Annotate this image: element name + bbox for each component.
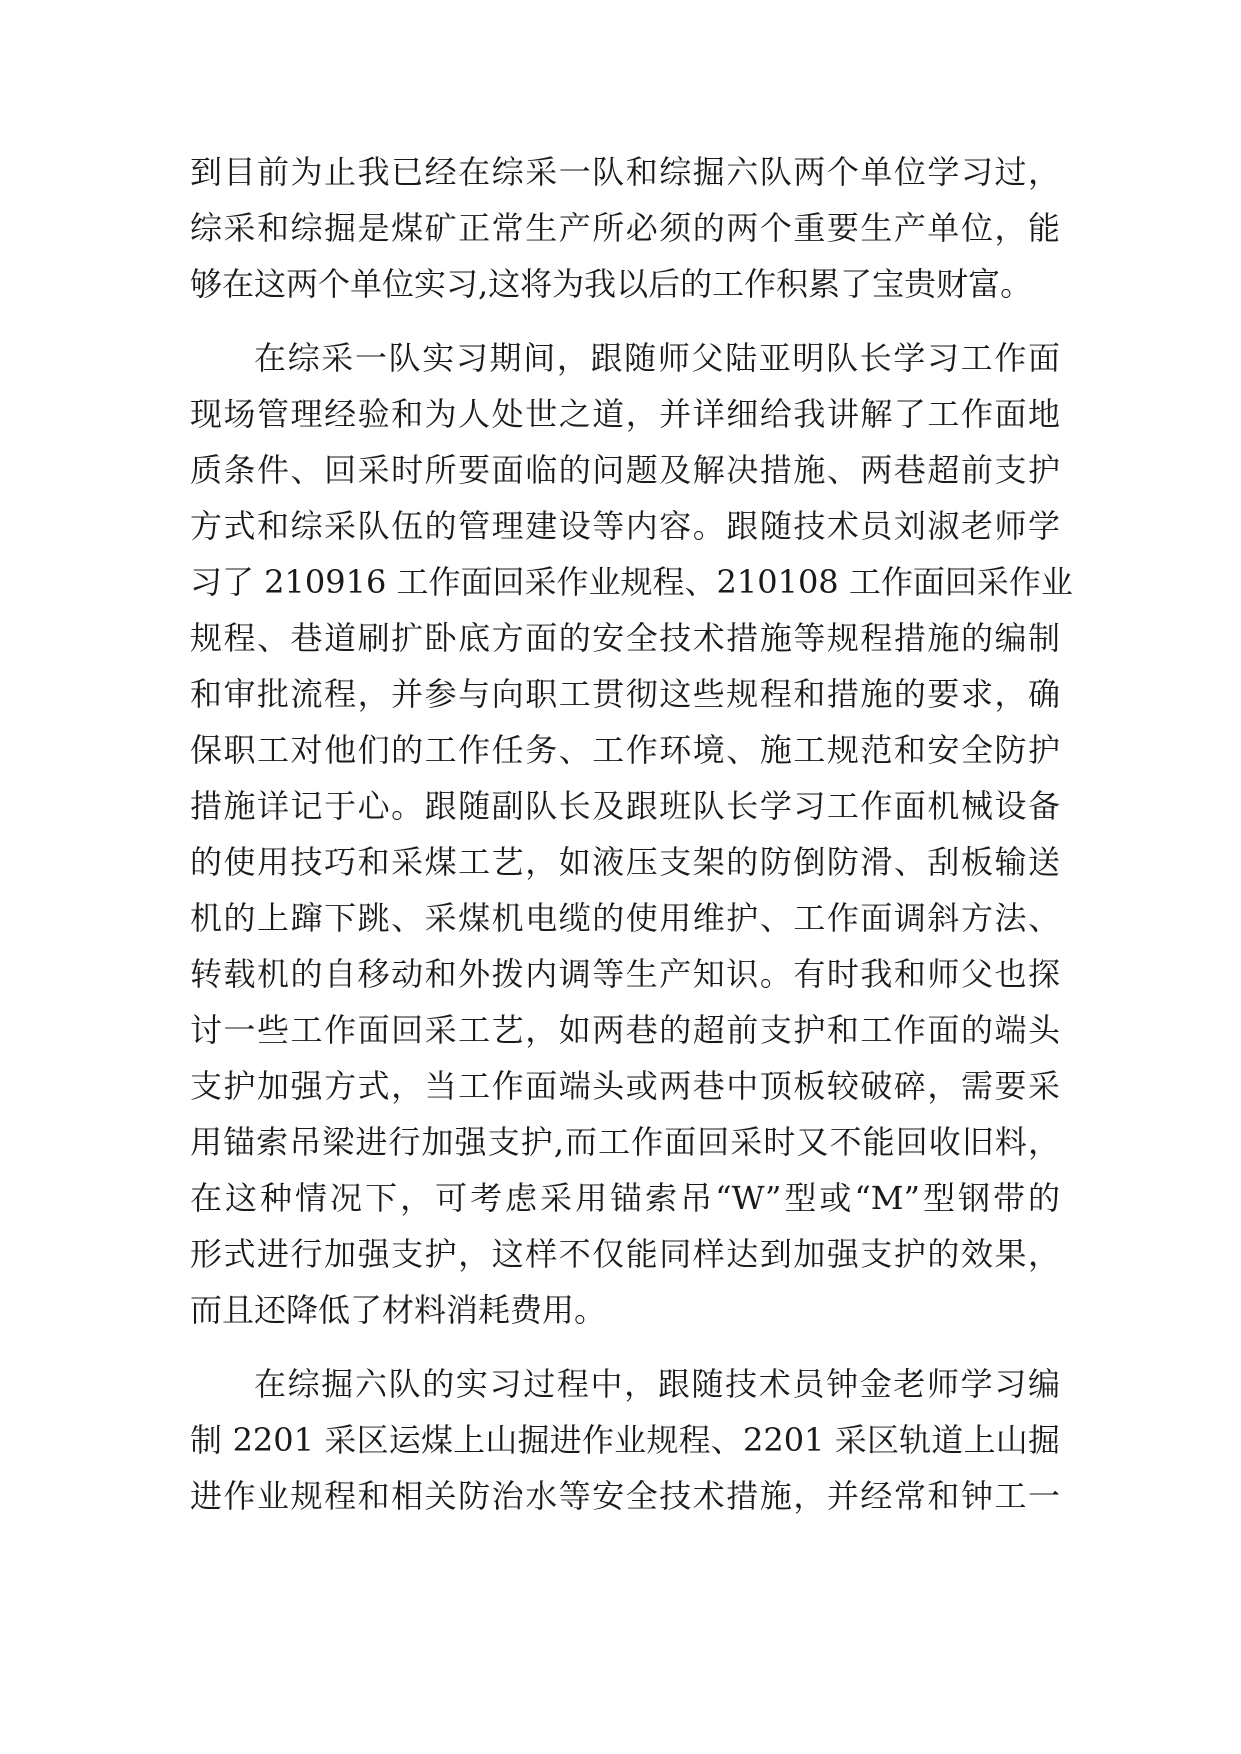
text-line: 而且还降低了材料消耗费用。	[190, 1291, 607, 1329]
text-line: 方式和综采队伍的管理建设等内容。跟随技术员刘淑老师学	[190, 507, 1060, 545]
text-line: 讨一些工作面回采工艺，如两巷的超前支护和工作面的端头	[190, 1011, 1060, 1049]
text-line: 规程、巷道刷扩卧底方面的安全技术措施等规程措施的编制	[190, 619, 1060, 657]
text-line: 转载机的自移动和外拨内调等生产知识。有时我和师父也探	[190, 955, 1060, 993]
text-line: 进作业规程和相关防治水等安全技术措施，并经常和钟工一	[190, 1477, 1060, 1515]
text-line: 习了 210916 工作面回采作业规程、210108 工作面回采作业	[190, 563, 1073, 601]
text-line: 质条件、回采时所要面临的问题及解决措施、两巷超前支护	[190, 451, 1060, 489]
text-line: 够在这两个单位实习,这将为我以后的工作积累了宝贵财富。	[190, 265, 1033, 303]
text-line: 和审批流程，并参与向职工贯彻这些规程和措施的要求，确	[190, 675, 1060, 713]
text-line: 用锚索吊梁进行加强支护,而工作面回采时又不能回收旧料，	[190, 1123, 1060, 1161]
text-line: 制 2201 采区运煤上山掘进作业规程、2201 采区轨道上山掘	[190, 1421, 1060, 1459]
text-line: 综采和综掘是煤矿正常生产所必须的两个重要生产单位，能	[190, 209, 1060, 247]
text-line: 机的上蹿下跳、采煤机电缆的使用维护、工作面调斜方法、	[190, 899, 1060, 937]
text-line: 在这种情况下，可考虑采用锚索吊“W”型或“M”型钢带的	[190, 1179, 1060, 1217]
text-line: 支护加强方式，当工作面端头或两巷中顶板较破碎，需要采	[190, 1067, 1060, 1105]
text-line: 的使用技巧和采煤工艺，如液压支架的防倒防滑、刮板输送	[190, 843, 1060, 881]
text-line: 在综掘六队的实习过程中，跟随技术员钟金老师学习编	[254, 1365, 1060, 1403]
text-line: 现场管理经验和为人处世之道，并详细给我讲解了工作面地	[190, 395, 1060, 433]
text-line: 到目前为止我已经在综采一队和综掘六队两个单位学习过，	[190, 153, 1060, 191]
text-line: 在综采一队实习期间，跟随师父陆亚明队长学习工作面	[254, 339, 1060, 377]
text-line: 形式进行加强支护，这样不仅能同样达到加强支护的效果，	[190, 1235, 1060, 1273]
text-line: 措施详记于心。跟随副队长及跟班队长学习工作面机械设备	[190, 787, 1060, 825]
text-line: 保职工对他们的工作任务、工作环境、施工规范和安全防护	[190, 731, 1060, 769]
